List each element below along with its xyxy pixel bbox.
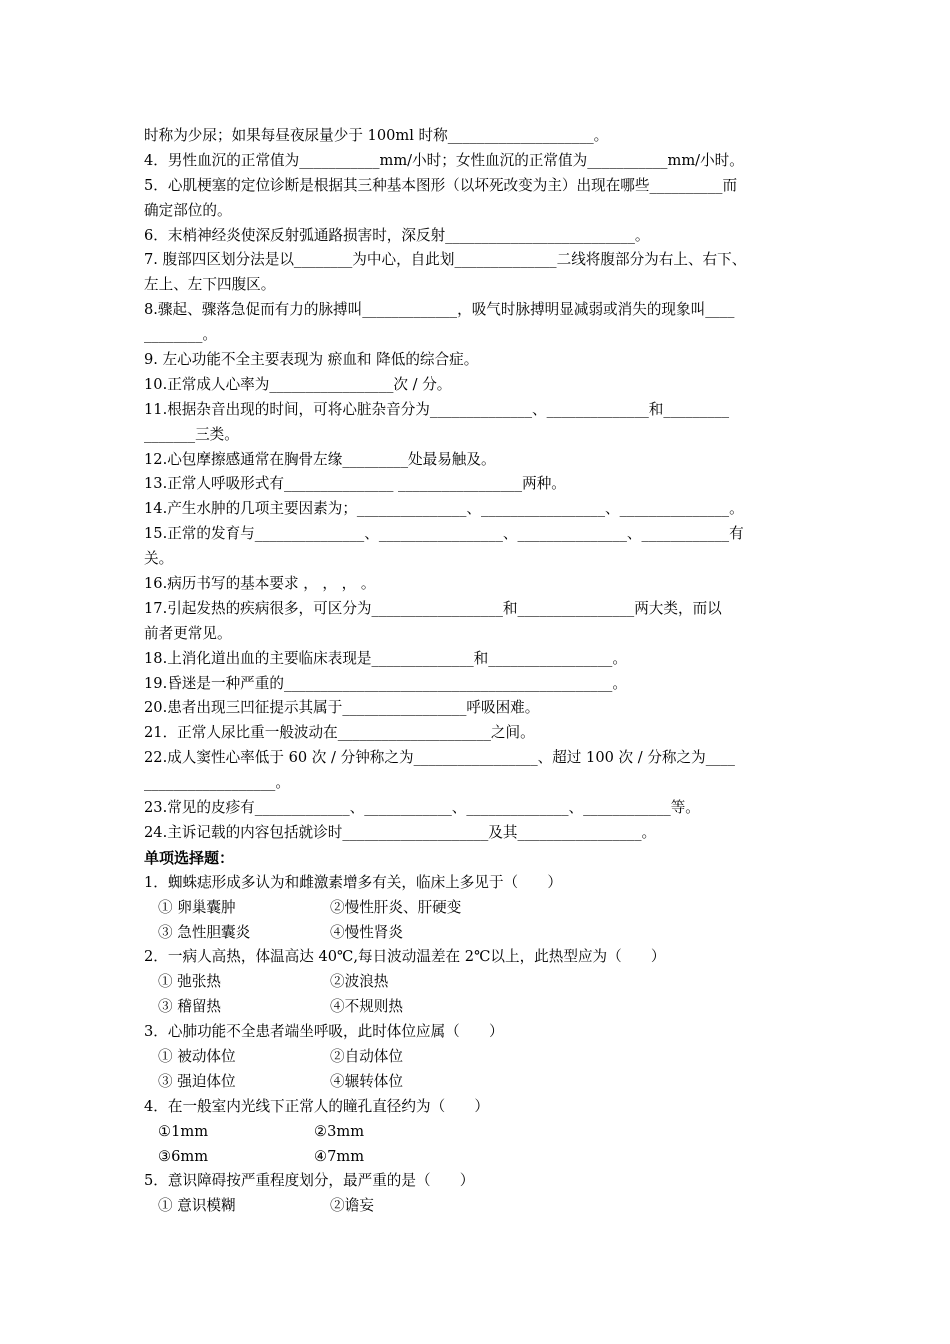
option-row — [144, 1194, 824, 1219]
option-row — [144, 1045, 824, 1070]
text-line: 22.成人窦性心率低于 60 次 / 分钟称之为_________________、超过 100 次 / 分称之为____ — [144, 749, 735, 767]
option: ②自动体位 — [330, 1047, 403, 1065]
text-line: 前者更常见。 — [144, 624, 232, 642]
text-line: 17.引起发热的疾病很多，可区分为__________________和________________两大类，而以 — [144, 599, 722, 617]
question-stem: 3．心肺功能不全患者端坐呼吸，此时体位应属（ ） — [144, 1023, 504, 1041]
option: ③ 急性胆囊炎 — [158, 923, 251, 941]
text-line: 20.患者出现三凹征提示其属于_________________呼吸困难。 — [144, 699, 540, 717]
option: ④辗转体位 — [330, 1072, 403, 1090]
text-line: __________________。 — [144, 774, 290, 792]
option: ④不规则热 — [330, 998, 403, 1016]
option: ④7mm — [314, 1147, 365, 1165]
text-line: 左上、左下四腹区。 — [144, 276, 276, 294]
text-line: 23.常见的皮疹有_____________、____________、______________、____________等。 — [144, 799, 700, 817]
option: ②波浪热 — [330, 973, 389, 991]
question-stem: 1．蜘蛛痣形成多认为和雌激素增多有关，临床上多见于（ ） — [144, 873, 562, 891]
question-5 — [144, 1169, 824, 1219]
option: ④慢性肾炎 — [330, 923, 403, 941]
text-line: 16.病历书写的基本要求 ， ， ， 。 — [144, 575, 376, 593]
option-row — [144, 1120, 824, 1145]
option: ②谵妄 — [330, 1197, 374, 1215]
option: ③ 强迫体位 — [158, 1072, 236, 1090]
option-row — [144, 896, 824, 921]
question-stem: 4．在一般室内光线下正常人的瞳孔直径约为（ ） — [144, 1097, 489, 1115]
text-line: 21．正常人尿比重一般波动在_____________________之间。 — [144, 724, 535, 742]
text-line: 11.根据杂音出现的时间，可将心脏杂音分为______________、______________和_________ — [144, 400, 730, 418]
option-row — [144, 1070, 824, 1095]
text-line: 7. 腹部四区划分法是以________为中心，自此划______________二线将腹部分为右上、右下、 — [144, 251, 747, 269]
question-4 — [144, 1095, 824, 1170]
option: ②慢性肝炎、肝硬变 — [330, 898, 462, 916]
option: ① 弛张热 — [158, 973, 222, 991]
text-line: _______三类。 — [144, 425, 239, 443]
option: ① 被动体位 — [158, 1047, 236, 1065]
question-2 — [144, 945, 824, 1020]
text-line: 13.正常人呼吸形式有_______________ _________________两种。 — [144, 475, 566, 493]
text-line: 10.正常成人心率为_________________次 / 分。 — [144, 375, 452, 393]
document-page — [144, 124, 824, 1219]
fill-in-section — [144, 124, 824, 846]
text-line: 9. 左心功能不全主要表现为 瘀血和 降低的综合症。 — [144, 351, 479, 369]
option-row — [144, 995, 824, 1020]
option: ③ 稽留热 — [158, 998, 222, 1016]
question-stem: 5．意识障碍按严重程度划分，最严重的是（ ） — [144, 1172, 475, 1190]
option-row — [144, 1145, 824, 1170]
question-3 — [144, 1020, 824, 1095]
question-1 — [144, 871, 824, 946]
text-line: 19.昏迷是一种严重的_____________________________________________。 — [144, 674, 627, 692]
text-line: 4．男性血沉的正常值为___________mm/小时；女性血沉的正常值为___________mm/小时。 — [144, 151, 744, 169]
option: ① 卵巢囊肿 — [158, 898, 236, 916]
text-line: 12.心包摩擦感通常在胸骨左缘_________处最易触及。 — [144, 450, 496, 468]
question-stem: 2．一病人高热，体温高达 40℃,每日波动温差在 2℃以上，此热型应为（ ） — [144, 948, 666, 966]
text-line: 15.正常的发育与_______________、_________________、_______________、____________有 — [144, 525, 744, 543]
text-line: ________。 — [144, 326, 217, 344]
text-line: 确定部位的。 — [144, 201, 232, 219]
text-line: 8.骤起、骤落急促而有力的脉搏叫_____________，吸气时脉搏明显减弱或消失的现象叫____ — [144, 301, 735, 319]
text-line: 24.主诉记载的内容包括就诊时____________________及其_________________。 — [144, 823, 657, 841]
option-row — [144, 970, 824, 995]
option-row — [144, 921, 824, 946]
option: ①1mm — [158, 1122, 209, 1140]
option: ③6mm — [158, 1147, 209, 1165]
text-line: 18.上消化道出血的主要临床表现是______________和_________________。 — [144, 649, 627, 667]
section-title: 单项选择题： — [144, 848, 235, 867]
text-line: 时称为少尿；如果每昼夜尿量少于 100ml 时称____________________。 — [144, 127, 609, 144]
text-line: 关。 — [144, 550, 174, 568]
option: ②3mm — [314, 1122, 365, 1140]
text-line: 6．末梢神经炎使深反射弧通路损害时，深反射__________________________。 — [144, 226, 650, 244]
text-line: 5．心肌梗塞的定位诊断是根据其三种基本图形（以坏死改变为主）出现在哪些__________而 — [144, 176, 738, 194]
text-line: 14.产生水肿的几项主要因素为；_______________、_________________、_______________。 — [144, 500, 744, 518]
option: ① 意识模糊 — [158, 1197, 236, 1215]
